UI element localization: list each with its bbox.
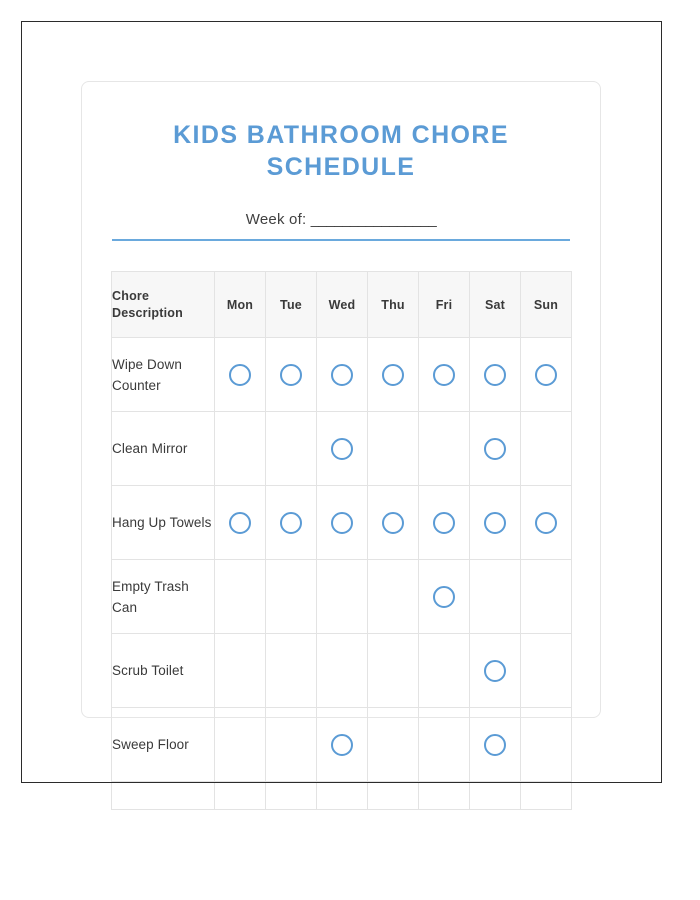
table-header-row [112, 272, 572, 338]
chore-cell-sun[interactable] [521, 560, 572, 634]
week-of-blank-field[interactable]: ________________ [310, 211, 437, 228]
chore-cell-wed[interactable] [317, 560, 368, 634]
table-row [112, 486, 572, 560]
checkbox-circle-icon[interactable] [382, 512, 404, 534]
chore-cell-sun[interactable] [521, 486, 572, 560]
chore-cell-tue[interactable] [266, 486, 317, 560]
checkbox-circle-icon[interactable] [229, 512, 251, 534]
table-header [112, 272, 572, 338]
chore-cell-sat[interactable] [470, 338, 521, 412]
column-header-thu: Thu [368, 272, 419, 338]
checkbox-circle-icon[interactable] [535, 512, 557, 534]
chore-cell-fri[interactable] [419, 412, 470, 486]
chore-cell-sat[interactable] [470, 412, 521, 486]
checkbox-circle-icon[interactable] [433, 512, 455, 534]
chore-cell-fri[interactable] [419, 782, 470, 810]
chore-cell-fri[interactable] [419, 560, 470, 634]
checkbox-circle-icon[interactable] [382, 364, 404, 386]
chore-cell-tue[interactable] [266, 634, 317, 708]
chore-description-cell: Scrub Toilet [112, 634, 215, 708]
chore-cell-tue[interactable] [266, 338, 317, 412]
chore-description-cell: Hang Up Towels [112, 486, 215, 560]
page-title: KIDS BATHROOM CHORE SCHEDULE [173, 121, 509, 181]
checkbox-circle-icon[interactable] [331, 364, 353, 386]
chore-cell-wed[interactable] [317, 708, 368, 782]
chore-cell-sat[interactable] [470, 708, 521, 782]
checkbox-circle-icon[interactable] [433, 364, 455, 386]
chore-cell-thu[interactable] [368, 412, 419, 486]
chore-cell-fri[interactable] [419, 486, 470, 560]
chore-cell-tue[interactable] [266, 782, 317, 810]
chore-cell-sun[interactable] [521, 338, 572, 412]
checkbox-circle-icon[interactable] [331, 512, 353, 534]
chore-description-cell: Wipe Down Counter [112, 338, 215, 412]
chore-cell-sat[interactable] [470, 782, 521, 810]
column-header-mon: Mon [215, 272, 266, 338]
column-header-sat: Sat [470, 272, 521, 338]
chore-cell-thu[interactable] [368, 486, 419, 560]
chore-description-cell: Sweep Floor [112, 708, 215, 782]
checkbox-circle-icon[interactable] [484, 734, 506, 756]
chore-cell-thu[interactable] [368, 708, 419, 782]
chore-cell-thu[interactable] [368, 782, 419, 810]
chore-cell-mon[interactable] [215, 560, 266, 634]
chore-cell-mon[interactable] [215, 338, 266, 412]
chore-cell-thu[interactable] [368, 338, 419, 412]
chore-cell-wed[interactable] [317, 412, 368, 486]
week-of-label: Week of: [245, 211, 307, 228]
chore-description-cell: Clean Mirror [112, 412, 215, 486]
checkbox-circle-icon[interactable] [484, 438, 506, 460]
chore-cell-thu[interactable] [368, 560, 419, 634]
column-header-chore-description: Chore Description [112, 272, 215, 338]
document-header [81, 81, 601, 228]
checkbox-circle-icon[interactable] [280, 512, 302, 534]
chore-cell-mon[interactable] [215, 634, 266, 708]
chore-cell-fri[interactable] [419, 338, 470, 412]
checkbox-circle-icon[interactable] [535, 364, 557, 386]
chore-cell-tue[interactable] [266, 412, 317, 486]
table-row [112, 782, 572, 810]
chore-description-cell: Empty Trash Can [112, 560, 215, 634]
chore-cell-sat[interactable] [470, 634, 521, 708]
chore-cell-wed[interactable] [317, 486, 368, 560]
chore-cell-mon[interactable] [215, 782, 266, 810]
table-body [112, 338, 572, 810]
checkbox-circle-icon[interactable] [484, 512, 506, 534]
chore-cell-wed[interactable] [317, 634, 368, 708]
chore-cell-tue[interactable] [266, 560, 317, 634]
column-header-wed: Wed [317, 272, 368, 338]
title-divider [112, 239, 570, 241]
table-row [112, 412, 572, 486]
chore-cell-tue[interactable] [266, 708, 317, 782]
checkbox-circle-icon[interactable] [331, 734, 353, 756]
chore-cell-wed[interactable] [317, 782, 368, 810]
chore-cell-thu[interactable] [368, 634, 419, 708]
checkbox-circle-icon[interactable] [484, 364, 506, 386]
table-row [112, 634, 572, 708]
table-row [112, 560, 572, 634]
chore-description-cell [112, 782, 215, 810]
chore-cell-sun[interactable] [521, 782, 572, 810]
chore-table-container [111, 271, 571, 810]
chore-cell-sun[interactable] [521, 412, 572, 486]
chore-cell-wed[interactable] [317, 338, 368, 412]
checkbox-circle-icon[interactable] [331, 438, 353, 460]
checkbox-circle-icon[interactable] [433, 586, 455, 608]
column-header-tue: Tue [266, 272, 317, 338]
week-of-row [105, 211, 577, 228]
chore-cell-mon[interactable] [215, 412, 266, 486]
table-row [112, 338, 572, 412]
chore-cell-mon[interactable] [215, 708, 266, 782]
chore-cell-sun[interactable] [521, 634, 572, 708]
checkbox-circle-icon[interactable] [280, 364, 302, 386]
chore-cell-sat[interactable] [470, 560, 521, 634]
checkbox-circle-icon[interactable] [484, 660, 506, 682]
chore-cell-sat[interactable] [470, 486, 521, 560]
table-row [112, 708, 572, 782]
checkbox-circle-icon[interactable] [229, 364, 251, 386]
column-header-fri: Fri [419, 272, 470, 338]
chore-cell-fri[interactable] [419, 634, 470, 708]
chore-schedule-table [111, 271, 572, 810]
chore-cell-mon[interactable] [215, 486, 266, 560]
chore-cell-sun[interactable] [521, 708, 572, 782]
column-header-sun: Sun [521, 272, 572, 338]
chore-cell-fri[interactable] [419, 708, 470, 782]
